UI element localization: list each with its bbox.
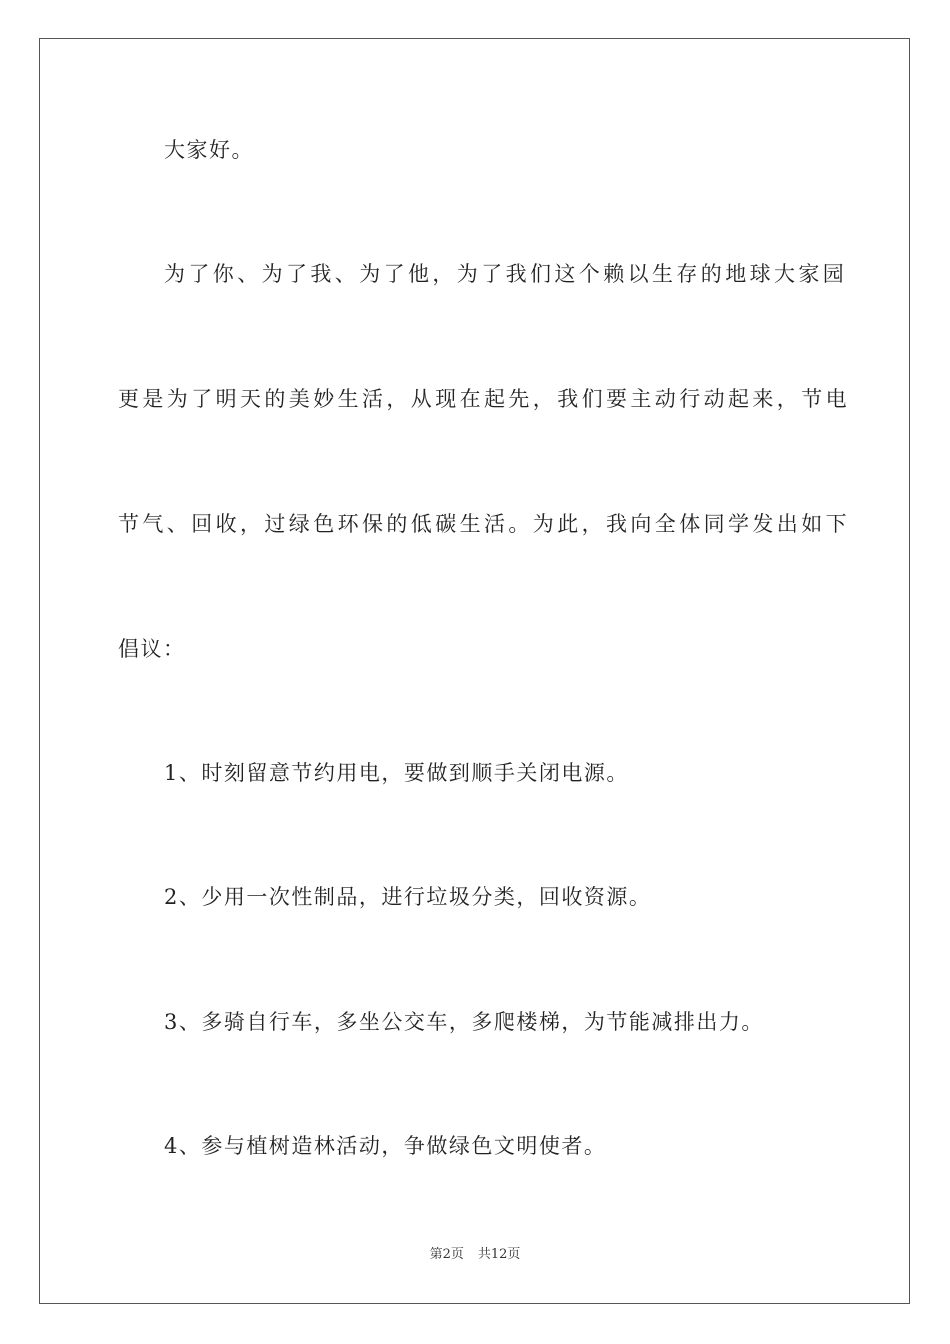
page-total: 共12页 [477,1247,521,1262]
paragraph-line-1: 为了你、为了我、为了他，为了我们这个赖以生存的地球大家园 [164,262,848,286]
page-frame [39,38,910,1304]
paragraph-line-2: 更是为了明天的美妙生活，从现在起先，我们要主动行动起来，节电 [118,387,850,411]
page-number: 第2页 [429,1247,464,1262]
page-footer [0,1246,950,1264]
proposal-item-3: 3、多骑自行车，多坐公交车，多爬楼梯，为节能减排出力。 [164,1010,764,1034]
greeting-line: 大家好。 [164,138,254,162]
proposal-item-2: 2、少用一次性制品，进行垃圾分类，回收资源。 [164,885,652,909]
proposal-item-1: 1、时刻留意节约用电，要做到顺手关闭电源。 [164,761,629,785]
paragraph-line-4: 倡议： [118,637,186,661]
paragraph-line-3: 节气、回收，过绿色环保的低碳生活。为此，我向全体同学发出如下 [118,512,850,536]
proposal-item-4: 4、参与植树造林活动，争做绿色文明使者。 [164,1134,607,1158]
